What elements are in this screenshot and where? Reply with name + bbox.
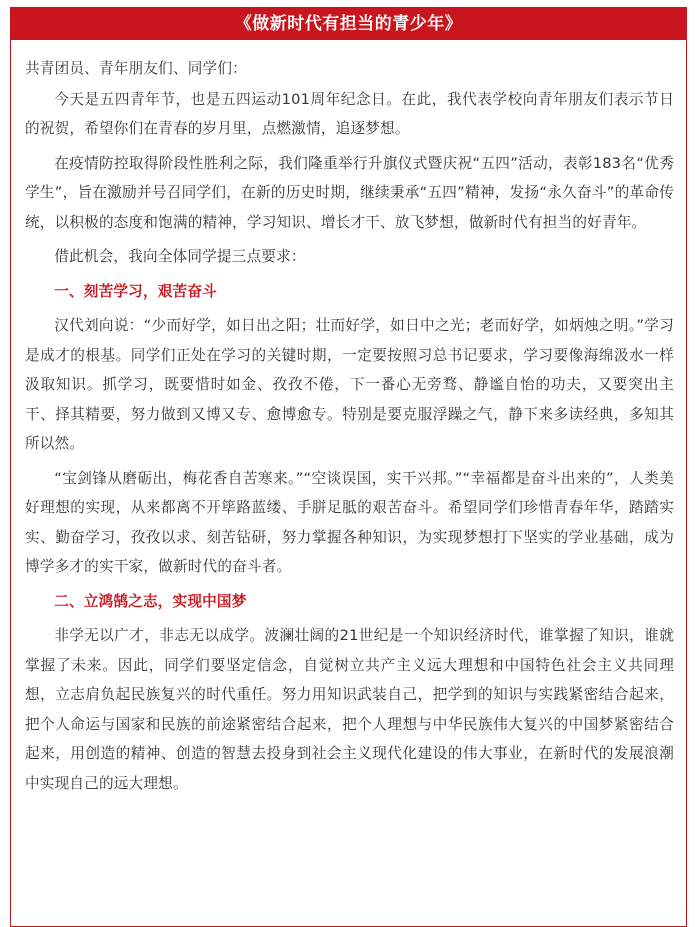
greeting: 共青团员、青年朋友们、同学们： xyxy=(25,60,247,77)
paragraph-3: 借此机会，我向全体同学提三点要求： xyxy=(54,248,306,265)
paragraph-4: 汉代刘向说：“少而好学，如日出之阳；壮而好学，如日中之光；老而好学，如炳烛之明。”学习是成才的根基。同学们正处在学习的关键时期，一定要按照习总书记要求，学习要像海绵汲水一样汲取知识。抓学习，既要惜时如金、孜孜不倦，下一番心无旁骛、静谧自怡的功夫，又要突出主干、择其精要，努力做到又博又专、愈博愈专。特别是要克服浮躁之气，静下来多读经典，多知其所以然。 xyxy=(25,317,674,452)
paragraph-1: 今天是五四青年节，也是五四运动101周年纪念日。在此，我代表学校向青年朋友们表示节日的祝贺，希望你们在青春的岁月里，点燃激情，追逐梦想。 xyxy=(25,90,674,137)
section-heading-2: 二、立鸿鹄之志，实现中国梦 xyxy=(54,592,247,610)
paragraph-5: “宝剑锋从磨砺出，梅花香自苦寒来。”“空谈误国，实干兴邦。”“幸福都是奋斗出来的”，人类美好理想的实现，从来都离不开筚路蓝缕、手胼足胝的艰苦奋斗。希望同学们珍惜青春年华，踏踏实实、勤奋学习，孜孜以求、刻苦钻研，努力掌握各种知识，为实现梦想打下坚实的学业基础，成为博学多才的实干家，做新时代的奋斗者。 xyxy=(25,469,674,575)
article-body xyxy=(11,40,686,798)
paragraph-6: 非学无以广才，非志无以成学。波澜壮阔的21世纪是一个知识经济时代，谁掌握了知识，谁就掌握了未来。因此，同学们要坚定信念，自觉树立共产主义远大理想和中国特色社会主义共同理想，立志肩负起民族复兴的时代重任。努力用知识武装自己，把学到的知识与实践紧密结合起来，把个人命运与国家和民族的前途紧密结合起来，把个人理想与中华民族伟大复兴的中国梦紧密结合起来，用创造的精神、创造的智慧去投身到社会主义现代化建设的伟大事业，在新时代的发展浪潮中实现自己的远大理想。 xyxy=(25,627,674,792)
paragraph-2: 在疫情防控取得阶段性胜利之际，我们隆重举行升旗仪式暨庆祝“五四”活动，表彰183名“优秀学生”，旨在激励并号召同学们，在新的历史时期，继续秉承“五四”精神，发扬“永久奋斗”的革命传统，以积极的态度和饱满的精神，学习知识、增长才干、放飞梦想，做新时代有担当的好青年。 xyxy=(25,154,674,231)
section-heading-1: 一、刻苦学习，艰苦奋斗 xyxy=(54,282,217,300)
article-frame xyxy=(10,7,687,927)
article-title: 《做新时代有担当的青少年》 xyxy=(11,8,686,40)
